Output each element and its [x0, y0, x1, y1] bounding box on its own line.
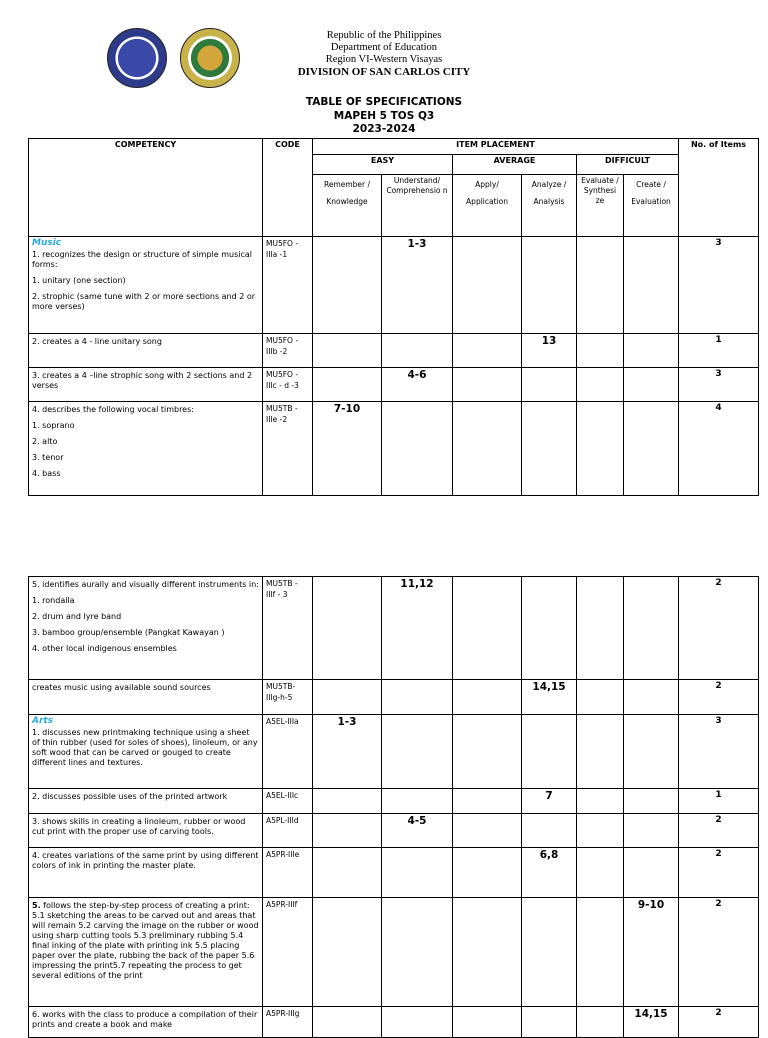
- difficult-header: DIFFICULT: [577, 155, 679, 175]
- code-cell: A5EL-IIIc: [263, 789, 313, 814]
- table-row: [29, 814, 759, 848]
- item-cell: [313, 577, 382, 680]
- item-cell: [577, 814, 624, 848]
- item-cell: [624, 368, 679, 402]
- competency-line: 2. creates a 4 - line unitary song: [32, 337, 162, 346]
- items-count-cell: 2: [679, 848, 759, 898]
- item-cell: [382, 334, 453, 368]
- item-cell: 7-10: [313, 402, 382, 496]
- title-line-2: MAPEH 5 TOS Q3: [333, 109, 435, 122]
- item-cell: [382, 898, 453, 1007]
- average-header: AVERAGE: [453, 155, 577, 175]
- item-cell: [577, 789, 624, 814]
- items-count-cell: 2: [679, 814, 759, 848]
- category-label: Music: [32, 238, 62, 248]
- item-cell: [453, 237, 522, 334]
- items-count-cell: 2: [679, 680, 759, 715]
- level-evaluate: Evaluate / Synthesi ze: [577, 175, 624, 237]
- item-cell: 1-3: [313, 715, 382, 789]
- code-cell: A5PR-IIIg: [263, 1007, 313, 1038]
- item-cell: [313, 368, 382, 402]
- item-cell: [453, 898, 522, 1007]
- code-cell: MU5FO - IIIc - d -3: [263, 368, 313, 402]
- item-cell: [313, 1007, 382, 1038]
- items-count-cell: 2: [679, 1007, 759, 1038]
- table-row: [29, 898, 759, 1007]
- table-row: [29, 1007, 759, 1038]
- tos-table-page-1: [28, 138, 759, 496]
- code-cell: MU5FO - IIIb -2: [263, 334, 313, 368]
- tos-body-page-2: [29, 577, 759, 1038]
- level-create: Create / Evaluation: [624, 175, 679, 237]
- item-cell: [382, 715, 453, 789]
- competency-line: 1. rondalla: [32, 596, 75, 605]
- item-cell: [577, 898, 624, 1007]
- item-cell: [453, 680, 522, 715]
- item-cell: [453, 715, 522, 789]
- item-cell: [453, 334, 522, 368]
- level-analyze: Analyze / Analysis: [522, 175, 577, 237]
- item-cell: [577, 715, 624, 789]
- code-header: CODE: [263, 139, 313, 237]
- competency-line: 1. unitary (one section): [32, 276, 126, 285]
- item-cell: [453, 814, 522, 848]
- item-cell: [624, 402, 679, 496]
- item-cell: [382, 680, 453, 715]
- competency-line: 4. creates variations of the same print by using different colors of ink in printing the master plate.: [32, 851, 259, 870]
- item-cell: [453, 1007, 522, 1038]
- item-cell: [313, 237, 382, 334]
- item-cell: [522, 402, 577, 496]
- easy-header: EASY: [313, 155, 453, 175]
- item-cell: 14,15: [522, 680, 577, 715]
- item-cell: [577, 577, 624, 680]
- items-count-cell: 1: [679, 334, 759, 368]
- code-cell: MU5TB- IIIg-h-5: [263, 680, 313, 715]
- item-cell: [624, 848, 679, 898]
- code-cell: A5EL-IIIa: [263, 715, 313, 789]
- competency-line: 2. alto: [32, 437, 58, 446]
- item-cell: [522, 715, 577, 789]
- items-count-cell: 2: [679, 577, 759, 680]
- item-cell: [577, 680, 624, 715]
- competency-header: COMPETENCY: [29, 139, 263, 237]
- item-cell: [313, 334, 382, 368]
- region-line: Region VI-Western Visayas: [325, 54, 443, 65]
- table-row: [29, 237, 759, 334]
- item-cell: 14,15: [624, 1007, 679, 1038]
- item-cell: [577, 402, 624, 496]
- item-cell: [313, 680, 382, 715]
- tos-body-page-1: [29, 237, 759, 496]
- table-row: [29, 680, 759, 715]
- competency-line: 1. soprano: [32, 421, 75, 430]
- competency-line: 2. drum and lyre band: [32, 612, 122, 621]
- item-cell: 9-10: [624, 898, 679, 1007]
- competency-line: 4. bass: [32, 469, 61, 478]
- items-count-cell: 3: [679, 715, 759, 789]
- competency-line: 1. discusses new printmaking technique using a sheet of thin rubber (used for soles of shoes), linoleum, or any soft wood that can be carved or gouged to create different lines and textures.: [32, 728, 258, 767]
- items-count-cell: 2: [679, 898, 759, 1007]
- competency-cell: [29, 577, 263, 680]
- competency-cell: [29, 789, 263, 814]
- item-cell: [382, 402, 453, 496]
- code-cell: A5PR-IIIe: [263, 848, 313, 898]
- code-cell: MU5TB - IIIf - 3: [263, 577, 313, 680]
- competency-cell: [29, 680, 263, 715]
- item-cell: 6,8: [522, 848, 577, 898]
- category-label: Arts: [32, 716, 54, 726]
- table-row: [29, 402, 759, 496]
- item-cell: [577, 368, 624, 402]
- competency-cell: [29, 1007, 263, 1038]
- title-line-3: 2023-2024: [352, 123, 416, 135]
- competency-line: 4. describes the following vocal timbres:: [32, 405, 194, 414]
- item-cell: [382, 848, 453, 898]
- item-cell: [522, 577, 577, 680]
- item-cell: 7: [522, 789, 577, 814]
- item-cell: [577, 237, 624, 334]
- item-cell: [577, 848, 624, 898]
- item-cell: [522, 1007, 577, 1038]
- level-understand: Understand/ Comprehensio n: [382, 175, 453, 237]
- tos-table-page-2: [28, 576, 759, 1038]
- competency-cell: [29, 368, 263, 402]
- competency-line: 2. strophic (same tune with 2 or more sections and 2 or more verses): [32, 292, 256, 311]
- competency-line: 3. bamboo group/ensemble (Pangkat Kawayan ): [32, 628, 225, 637]
- competency-cell: [29, 334, 263, 368]
- items-count-cell: 3: [679, 237, 759, 334]
- item-cell: [382, 789, 453, 814]
- code-cell: A5PL-IIId: [263, 814, 313, 848]
- item-cell: [313, 848, 382, 898]
- competency-line: 5. identifies aurally and visually different instruments in:: [32, 580, 259, 589]
- item-cell: [577, 334, 624, 368]
- item-cell: [624, 814, 679, 848]
- item-cell: 11,12: [382, 577, 453, 680]
- item-cell: [453, 577, 522, 680]
- item-cell: [453, 402, 522, 496]
- level-remember: Remember / Knowledge: [313, 175, 382, 237]
- competency-cell: [29, 715, 263, 789]
- item-cell: [624, 577, 679, 680]
- item-cell: [453, 848, 522, 898]
- items-count-cell: 4: [679, 402, 759, 496]
- item-cell: 4-6: [382, 368, 453, 402]
- item-cell: [624, 789, 679, 814]
- item-cell: [624, 715, 679, 789]
- table-row: [29, 789, 759, 814]
- item-cell: [624, 680, 679, 715]
- document-title: [0, 96, 768, 137]
- competency-cell: [29, 848, 263, 898]
- code-cell: A5PR-IIIf: [263, 898, 313, 1007]
- competency-lead: 5.: [32, 901, 41, 910]
- item-cell: [453, 368, 522, 402]
- item-cell: [624, 237, 679, 334]
- item-cell: 1-3: [382, 237, 453, 334]
- item-cell: [313, 789, 382, 814]
- item-cell: [382, 1007, 453, 1038]
- competency-line: 6. works with the class to produce a compilation of their prints and create a book and make: [32, 1010, 258, 1029]
- department-line: Department of Education: [330, 42, 438, 53]
- code-cell: MU5TB - IIIe -2: [263, 402, 313, 496]
- item-placement-header: ITEM PLACEMENT: [313, 139, 679, 155]
- no-items-header: No. of Items: [679, 139, 759, 237]
- item-cell: [522, 898, 577, 1007]
- item-cell: [453, 789, 522, 814]
- table-row: [29, 577, 759, 680]
- competency-cell: [29, 402, 263, 496]
- competency-text: follows the step-by-step process of creating a print: 5.1 sketching the areas to be carved out and areas that will remain 5.2 carving the image on the rubber or wood using sharp cutting tools 5.3 preliminary rubbing 5.4 final inking of the plate with printing ink 5.5 placing paper over the plate, rubbing the back of the paper 5.6 impressing the print5.7 repeating the process to get several editions of the print: [32, 901, 259, 980]
- competency-line: 3. shows skills in creating a linoleum, rubber or wood cut print with the proper use of carving tools.: [32, 817, 246, 836]
- table-row: [29, 715, 759, 789]
- code-cell: MU5FO - IIIa -1: [263, 237, 313, 334]
- competency-line: 1. recognizes the design or structure of simple musical forms:: [32, 250, 253, 269]
- document-header: [0, 30, 768, 78]
- items-count-cell: 3: [679, 368, 759, 402]
- competency-cell: [29, 814, 263, 848]
- item-cell: [624, 334, 679, 368]
- table-row: [29, 334, 759, 368]
- item-cell: [522, 237, 577, 334]
- table-row: [29, 848, 759, 898]
- competency-cell: [29, 898, 263, 1007]
- competency-line: [32, 901, 259, 981]
- competency-line: 3. tenor: [32, 453, 64, 462]
- title-line-1: TABLE OF SPECIFICATIONS: [305, 96, 463, 108]
- item-cell: [313, 814, 382, 848]
- competency-line: 2. discusses possible uses of the printed artwork: [32, 792, 228, 801]
- competency-line: 3. creates a 4 –line strophic song with 2 sections and 2 verses: [32, 371, 253, 390]
- competency-line: creates music using available sound sources: [32, 683, 211, 692]
- item-cell: [522, 814, 577, 848]
- competency-cell: [29, 237, 263, 334]
- level-apply: Apply/ Application: [453, 175, 522, 237]
- item-cell: [313, 898, 382, 1007]
- item-cell: 4-5: [382, 814, 453, 848]
- item-cell: [577, 1007, 624, 1038]
- division-line: DIVISION OF SAN CARLOS CITY: [297, 66, 471, 78]
- items-count-cell: 1: [679, 789, 759, 814]
- republic-line: Republic of the Philippines: [326, 30, 442, 41]
- table-row: [29, 368, 759, 402]
- competency-line: 4. other local indigenous ensembles: [32, 644, 177, 653]
- item-cell: [522, 368, 577, 402]
- item-cell: 13: [522, 334, 577, 368]
